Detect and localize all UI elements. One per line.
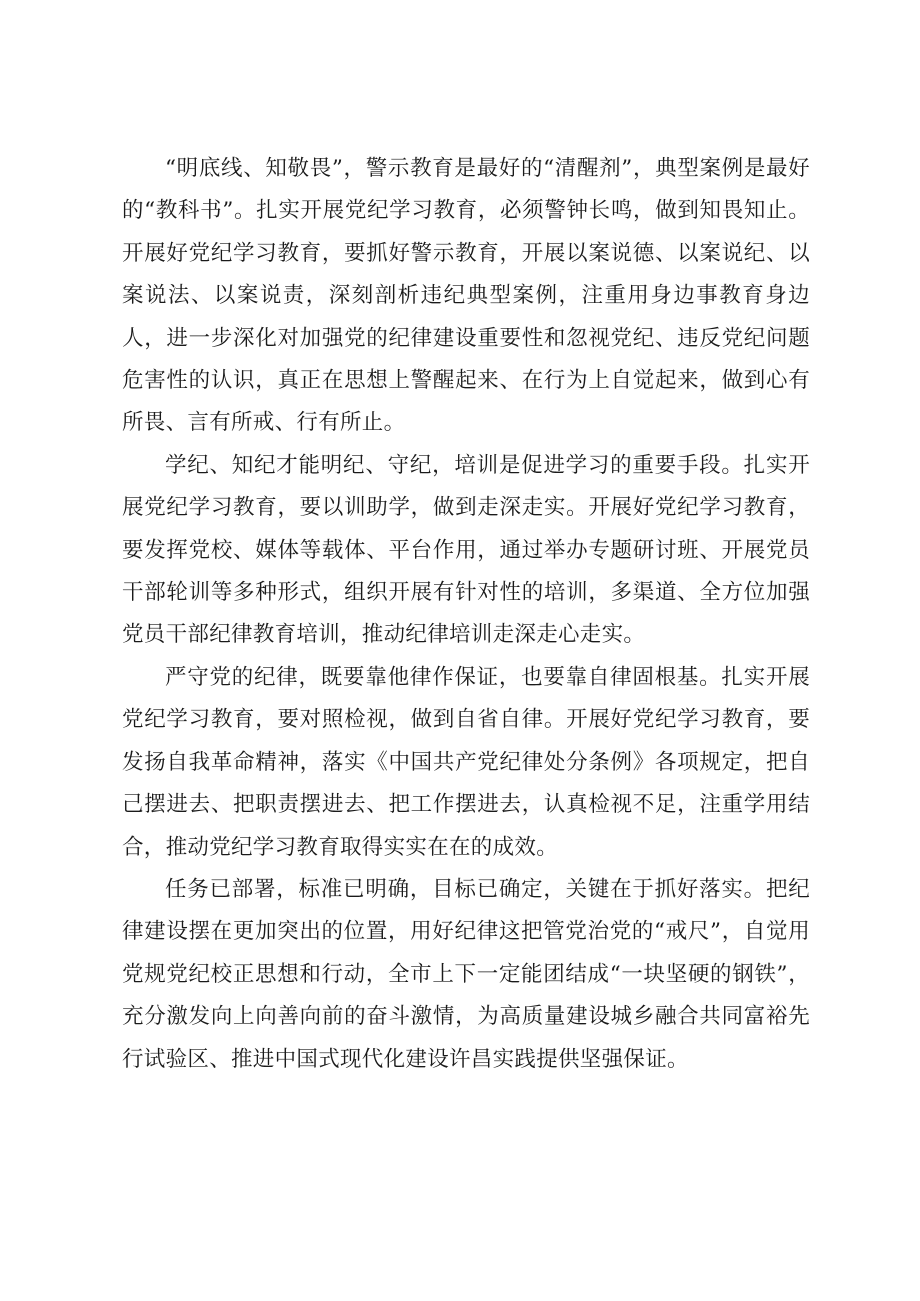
paragraph-warning-education: “明底线、知敬畏”，警示教育是最好的“清醒剂”，典型案例是最好的“教科书”。扎实开展党纪学习教育，必须警钟长鸣，做到知畏知止。开展好党纪学习教育，要抓好警示教育，开展以案说德、以案说纪、以案说法、以案说责，深刻剖析违纪典型案例，注重用身边事教育身边人，进一步深化对加强党的纪律建设重要性和忽视党纪、违反党纪问题危害性的认识，真正在思想上警醒起来、在行为上自觉起来，做到心有所畏、言有所戒、行有所止。	[122, 156, 810, 436]
paragraph-training: 学纪、知纪才能明纪、守纪，培训是促进学习的重要手段。扎实开展党纪学习教育，要以训助学，做到走深走实。开展好党纪学习教育，要发挥党校、媒体等载体、平台作用，通过举办专题研讨班、开展党员干部轮训等多种形式，组织开展有针对性的培训，多渠道、全方位加强党员干部纪律教育培训，推动纪律培训走深走心走实。	[122, 452, 810, 648]
paragraph-self-discipline: 严守党的纪律，既要靠他律作保证，也要靠自律固根基。扎实开展党纪学习教育，要对照检视，做到自省自律。开展好党纪学习教育，要发扬自我革命精神，落实《中国共产党纪律处分条例》各项规定，把自己摆进去、把职责摆进去、把工作摆进去，认真检视不足，注重学用结合，推动党纪学习教育取得实实在在的成效。	[122, 664, 810, 860]
document-body	[122, 148, 810, 1081]
paragraph-implementation: 任务已部署，标准已明确，目标已确定，关键在于抓好落实。把纪律建设摆在更加突出的位置，用好纪律这把管党治党的“戒尺”，自觉用党规党纪校正思想和行动，全市上下一定能团结成“一块坚硬的钢铁”，充分激发向上向善向前的奋斗激情，为高质量建设城乡融合共同富裕先行试验区、推进中国式现代化建设许昌实践提供坚强保证。	[122, 876, 810, 1072]
